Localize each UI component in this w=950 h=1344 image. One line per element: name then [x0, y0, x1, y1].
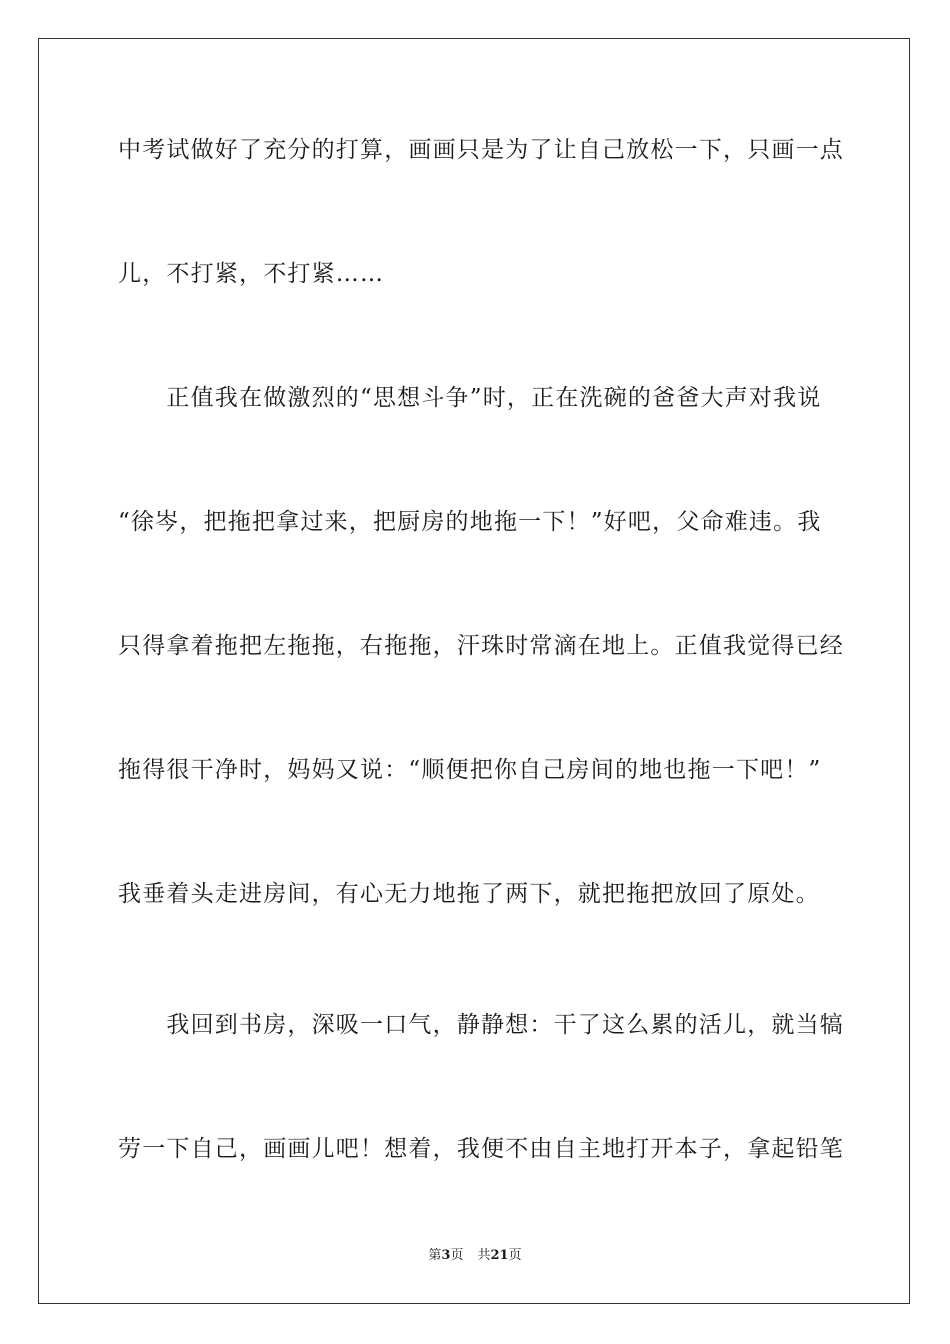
total-prefix: 共 — [477, 1248, 491, 1263]
text-line: “徐岑，把拖把拿过来，把厨房的地拖一下！”好吧，父命难违。我 — [118, 509, 822, 535]
text-line: 中考试做好了充分的打算，画画只是为了让自己放松一下，只画一点 — [118, 137, 844, 163]
text-line: 正值我在做激烈的“思想斗争”时，正在洗碗的爸爸大声对我说 — [118, 385, 822, 411]
page-suffix: 页 — [450, 1248, 464, 1263]
page-footer — [0, 1247, 950, 1265]
total-suffix: 页 — [508, 1248, 522, 1263]
text-line: 我回到书房，深吸一口气，静静想：干了这么累的活儿，就当犒 — [118, 1012, 844, 1038]
text-line: 只得拿着拖把左拖拖，右拖拖，汗珠时常滴在地上。正值我觉得已经 — [118, 633, 844, 659]
text-line: 拖得很干净时，妈妈又说：“顺便把你自己房间的地也拖一下吧！” — [118, 757, 822, 783]
page-number: 3 — [441, 1248, 451, 1263]
text-line: 儿，不打紧，不打紧…… — [118, 261, 385, 287]
text-line: 我垂着头走进房间，有心无力地拖了两下，就把拖把放回了原处。 — [118, 881, 820, 907]
page-border — [38, 38, 910, 1304]
text-line: 劳一下自己，画画儿吧！想着，我便不由自主地打开本子，拿起铅笔 — [118, 1136, 844, 1162]
page-prefix: 第 — [428, 1248, 442, 1263]
total-pages: 21 — [490, 1248, 509, 1263]
